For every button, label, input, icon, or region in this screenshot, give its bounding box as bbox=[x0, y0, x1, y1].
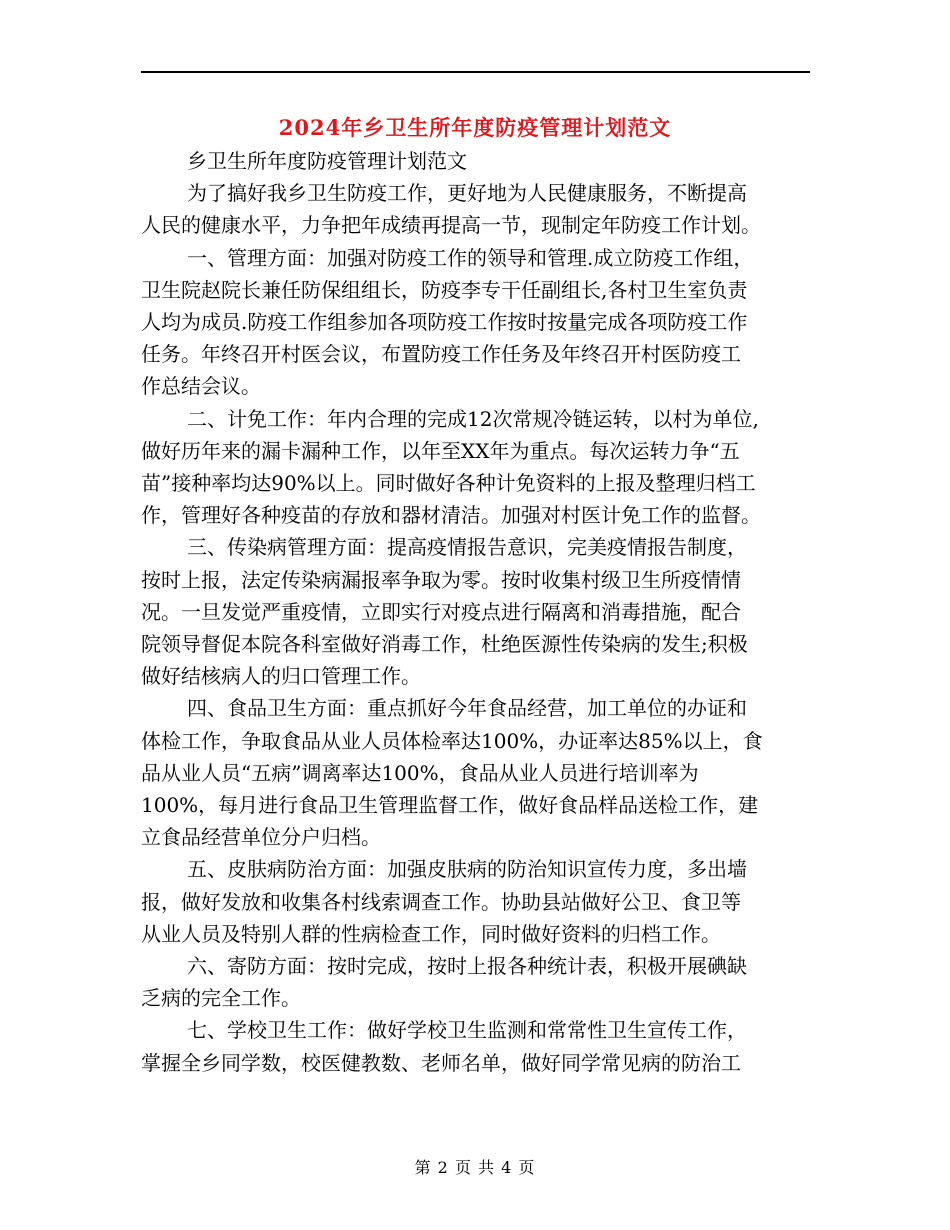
body-paragraph bbox=[141, 1014, 813, 1078]
subtitle-line: 乡卫生所年度防疫管理计划范文 bbox=[187, 149, 467, 173]
paragraph-line: 品从业人员“五病”调离率达100%，食品从业人员进行培训率为 bbox=[141, 760, 699, 785]
paragraph-line: 卫生院赵院长兼任防保组组长，防疫李专干任副组长,各村卫生室负责 bbox=[141, 277, 748, 302]
paragraph-line: 人均为成员.防疫工作组参加各项防疫工作按时按量完成各项防疫工作 bbox=[141, 310, 748, 335]
paragraph-line: 一、管理方面：加强对防疫工作的领导和管理.成立防疫工作组， bbox=[187, 245, 754, 270]
body-paragraph bbox=[141, 950, 813, 1014]
paragraph-line: 作总结会议。 bbox=[141, 374, 261, 399]
paragraph-line: 做好结核病人的归口管理工作。 bbox=[141, 664, 421, 689]
body-paragraph bbox=[141, 853, 813, 950]
paragraph-line: 况。一旦发觉严重疫情，立即实行对疫点进行隔离和消毒措施，配合 bbox=[141, 599, 741, 624]
document-body bbox=[141, 145, 813, 1079]
paragraph-line: 按时上报，法定传染病漏报率争取为零。按时收集村级卫生所疫情情 bbox=[141, 567, 741, 592]
paragraph-line: 人民的健康水平，力争把年成绩再提高一节，现制定年防疫工作计划。 bbox=[141, 213, 761, 238]
paragraph-line: 做好历年来的漏卡漏种工作，以年至XX年为重点。每次运转力争“五 bbox=[141, 438, 740, 463]
header-rule bbox=[141, 71, 810, 73]
paragraph-line: 为了搞好我乡卫生防疫工作，更好地为人民健康服务，不断提高 bbox=[187, 181, 747, 206]
paragraph-line: 作，管理好各种疫苗的存放和器材清洁。加强对村医计免工作的监督。 bbox=[141, 503, 761, 528]
paragraph-line: 院领导督促本院各科室做好消毒工作，杜绝医源性传染病的发生;积极 bbox=[141, 632, 748, 657]
document-subtitle bbox=[141, 145, 813, 177]
paragraph-line: 体检工作，争取食品从业人员体检率达100%，办证率达85%以上，食 bbox=[141, 728, 763, 753]
paragraph-line: 任务。年终召开村医会议，布置防疫工作任务及年终召开村医防疫工 bbox=[141, 342, 741, 367]
body-paragraph bbox=[141, 403, 813, 532]
paragraph-line: 100%，每月进行食品卫生管理监督工作，做好食品样品送检工作，建 bbox=[141, 793, 759, 818]
body-paragraph bbox=[141, 692, 813, 853]
body-paragraph bbox=[141, 531, 813, 692]
paragraph-line: 报，做好发放和收集各村线索调查工作。协助县站做好公卫、食卫等 bbox=[141, 889, 741, 914]
body-paragraph bbox=[141, 177, 813, 241]
paragraph-line: 掌握全乡同学数，校医健教数、老师名单，做好同学常见病的防治工 bbox=[141, 1050, 741, 1075]
paragraph-line: 六、寄防方面：按时完成，按时上报各种统计表，积极开展碘缺 bbox=[187, 954, 747, 979]
paragraph-line: 七、学校卫生工作：做好学校卫生监测和常常性卫生宣传工作， bbox=[187, 1018, 747, 1043]
body-paragraph bbox=[141, 242, 813, 403]
paragraph-line: 二、计免工作：年内合理的完成12次常规冷链运转，以村为单位, bbox=[187, 406, 759, 431]
paragraph-line: 四、食品卫生方面：重点抓好今年食品经营，加工单位的办证和 bbox=[187, 696, 747, 721]
paragraph-line: 三、传染病管理方面：提高疫情报告意识，完美疫情报告制度， bbox=[187, 535, 747, 560]
paragraph-line: 立食品经营单位分户归档。 bbox=[141, 825, 381, 850]
paragraph-line: 从业人员及特别人群的性病检查工作，同时做好资料的归档工作。 bbox=[141, 921, 721, 946]
paragraph-line: 五、皮肤病防治方面：加强皮肤病的防治知识宣传力度，多出墙 bbox=[187, 857, 747, 882]
document-title: 2024年乡卫生所年度防疫管理计划范文 bbox=[278, 115, 672, 140]
paragraph-line: 乏病的完全工作。 bbox=[141, 986, 301, 1011]
paragraph-line: 苗”接种率均达90%以上。同时做好各种计免资料的上报及整理归档工 bbox=[141, 471, 756, 496]
page-number: 第 2 页 共 4 页 bbox=[414, 1158, 536, 1177]
